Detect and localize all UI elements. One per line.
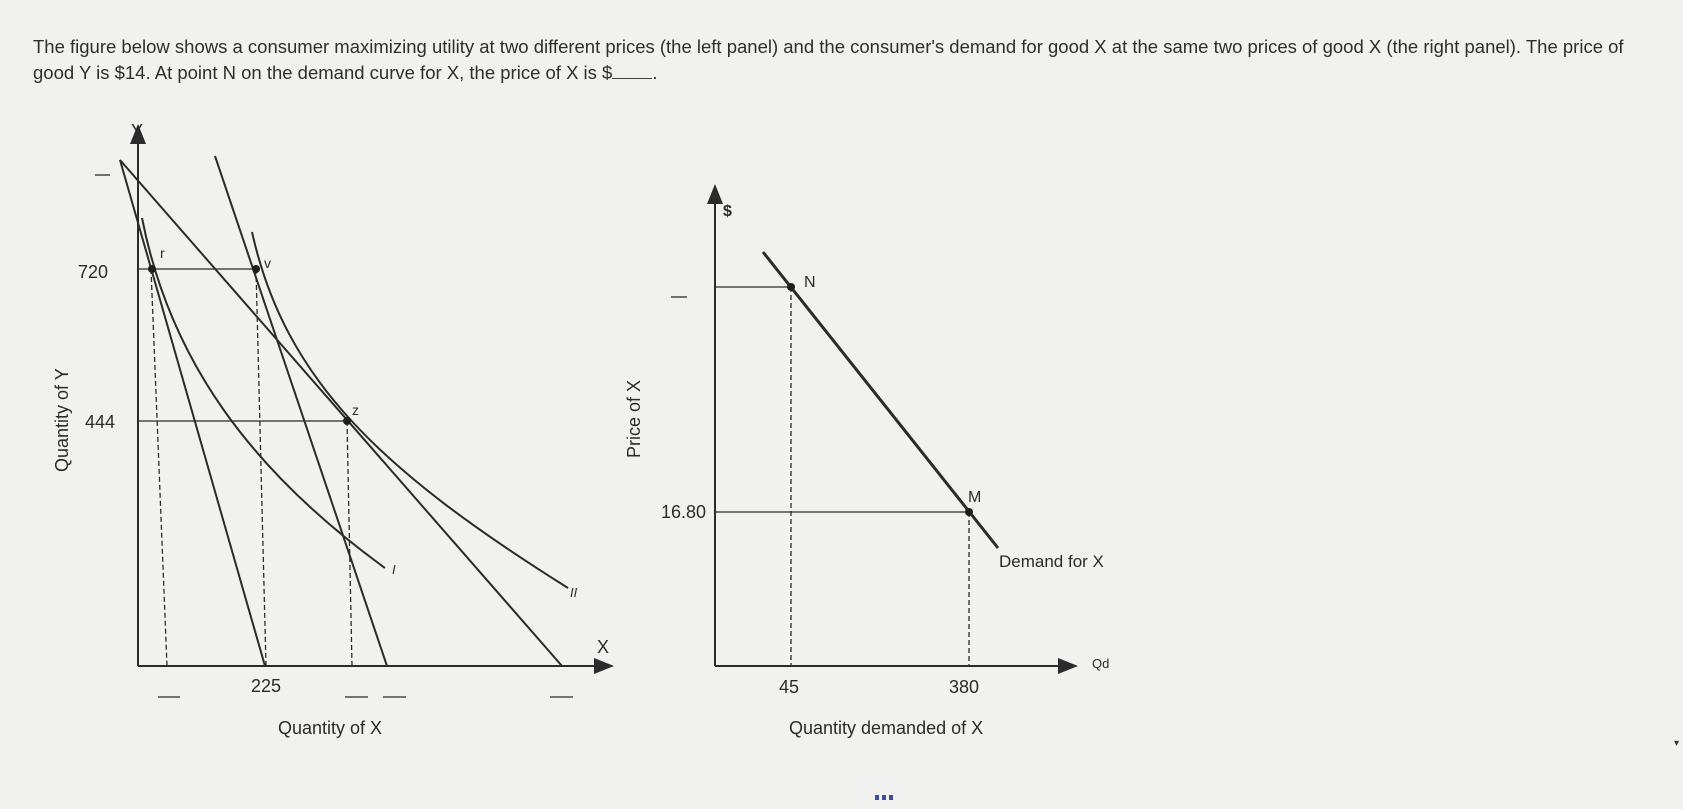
drop-v <box>256 269 266 666</box>
budget-line-3 <box>215 156 387 666</box>
point-N-label: N <box>804 274 816 291</box>
question-text-before: The figure below shows a consumer maximizing utility at two different prices (the left panel) and the consumer's demand for good X at the same two prices of good X (the right panel). The price of good Y is $14. At point N on the demand curve for X, the price of X is $ <box>33 36 1624 83</box>
point-z <box>343 417 351 425</box>
left-y-title: Quantity of Y <box>52 368 72 472</box>
left-x-title: Quantity of X <box>278 718 383 738</box>
question-text-after: . <box>652 62 658 83</box>
y-tick-444: 444 <box>85 412 116 432</box>
budget-line-2 <box>120 160 562 666</box>
demand-curve <box>763 252 998 548</box>
point-r <box>148 265 156 273</box>
x-axis-letter: X <box>597 637 610 657</box>
point-v <box>252 265 260 273</box>
indifference-curve-II <box>252 232 568 588</box>
left-points <box>148 265 351 425</box>
point-N <box>787 283 795 291</box>
budget-line-1 <box>120 160 265 666</box>
right-labels <box>624 203 1109 738</box>
drop-r <box>151 269 167 666</box>
right-panel <box>671 186 1076 666</box>
curve-II-label: II <box>570 585 578 600</box>
y-axis-letter: Y <box>131 121 144 141</box>
curve-I-label: I <box>392 562 396 577</box>
right-y-title: Price of X <box>624 379 644 458</box>
scroll-down-icon[interactable]: ▾ <box>1673 738 1679 749</box>
point-r-label: r <box>160 245 165 261</box>
x-tick-225: 225 <box>251 676 282 696</box>
demand-label: Demand for X <box>999 552 1104 571</box>
more-options-icon[interactable] <box>875 795 895 800</box>
right-x-title: Quantity demanded of X <box>789 718 984 738</box>
point-M <box>965 508 973 516</box>
x-axis-end-label: Qd <box>1092 656 1110 671</box>
point-M-label: M <box>968 489 982 506</box>
point-z-label: z <box>352 402 359 418</box>
point-v-label: v <box>264 255 271 271</box>
y-tick-720: 720 <box>78 262 109 282</box>
x-tick-45: 45 <box>779 677 800 697</box>
x-tick-380: 380 <box>949 677 980 697</box>
y-tick-16-80: 16.80 <box>661 502 707 522</box>
dollar-axis-symbol: $ <box>723 203 732 220</box>
